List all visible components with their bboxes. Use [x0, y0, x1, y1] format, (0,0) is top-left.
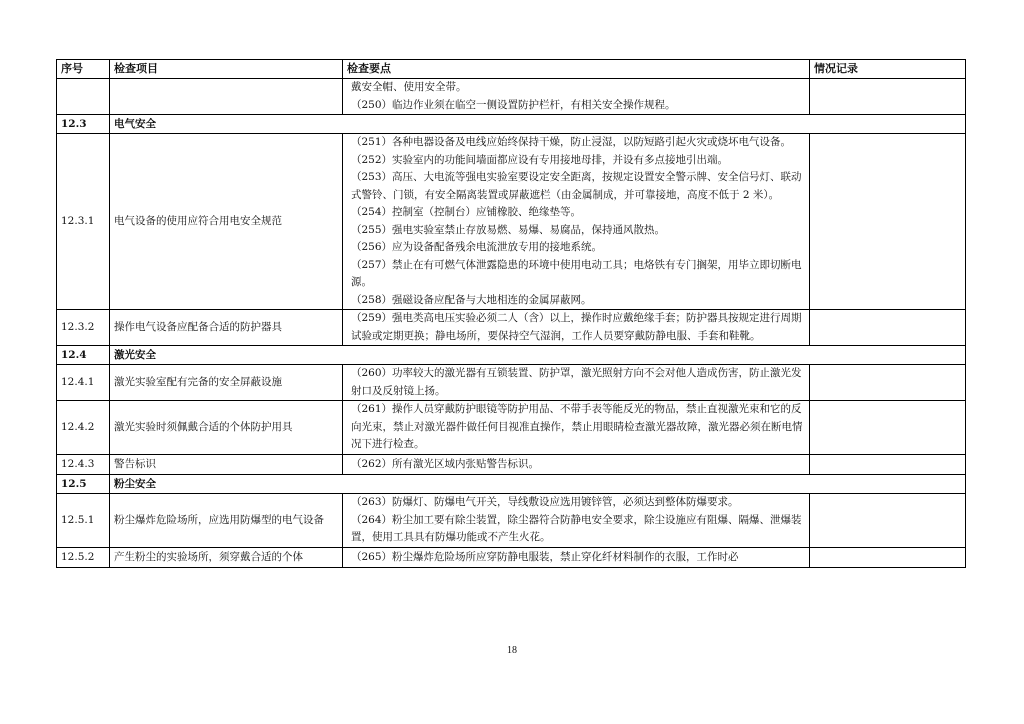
section-title: 粉尘安全 — [110, 475, 966, 494]
section-number: 12.5 — [57, 475, 110, 494]
check-item: 粉尘爆炸危险场所，应选用防爆型的电气设备 — [110, 494, 343, 548]
record-cell[interactable] — [810, 454, 966, 475]
inspection-table-page — [56, 59, 965, 568]
table-row — [57, 401, 966, 455]
check-points — [343, 547, 810, 568]
check-point-text: （256）应为设备配备残余电流泄放专用的接地系统。 — [351, 241, 603, 253]
check-point-text: （262）所有激光区域内张贴警告标识。 — [351, 457, 540, 470]
item-number: 12.4.2 — [57, 401, 110, 455]
check-item: 警告标识 — [110, 454, 343, 475]
check-point-text: （259）强电类高电压实验必须二人（含）以上，操作时应戴绝缘手套；防护器具按规定进行周期试验或定期更换；静电场所，要保持空气湿润，工作人员要穿戴防静电服、手套和鞋靴。 — [351, 312, 802, 342]
check-point-text: （258）强磁设备应配备与大地相连的金属屏蔽网。 — [351, 293, 592, 306]
record-cell[interactable] — [810, 547, 966, 568]
record-cell[interactable] — [810, 79, 966, 115]
check-point-text: （261）操作人员穿戴防护眼镜等防护用品、不带手表等能反光的物品，禁止直视激光束和它的反向光束，禁止对激光器件做任何目视准直操作，禁止用眼睛检查激光器故障，激光器必须在断电情况下进行检查。 — [351, 403, 803, 450]
check-point-text: 戴安全帽、使用安全带。 — [351, 81, 467, 93]
item-number — [57, 79, 110, 115]
item-number: 12.3.1 — [57, 134, 110, 310]
header-no: 序号 — [57, 60, 110, 79]
table-row — [57, 79, 966, 115]
record-cell[interactable] — [810, 365, 966, 401]
page-number: 18 — [507, 645, 517, 656]
check-point-text: （255）强电实验室禁止存放易燃、易爆、易腐品，保持通风散热。 — [351, 223, 666, 236]
header-record: 情况记录 — [810, 60, 966, 79]
check-point-text: （253）高压、大电流等强电实验室要设定安全距离，按规定设置安全警示牌、安全信号灯、联动式警铃、门锁，有安全隔离装置或屏蔽遮栏（由金属制成，并可靠接地，高度不低于 2 米）。 — [351, 171, 802, 201]
check-points — [343, 79, 810, 115]
table-row — [57, 494, 966, 548]
section-number: 12.4 — [57, 346, 110, 365]
section-row — [57, 346, 966, 365]
table-row — [57, 365, 966, 401]
check-point-text: （251）各种电器设备及电线应始终保持干燥，防止浸湿，以防短路引起火灾或烧坏电气设备。 — [351, 136, 792, 148]
check-item: 激光实验室配有完备的安全屏蔽设施 — [110, 365, 343, 401]
check-points — [343, 401, 810, 455]
check-point-text: （263）防爆灯、防爆电气开关，导线敷设应选用镀锌管，必须达到整体防爆要求。 — [351, 496, 739, 508]
check-points — [343, 365, 810, 401]
record-cell[interactable] — [810, 401, 966, 455]
check-point-text: （264）粉尘加工要有除尘装置，除尘器符合防静电安全要求，除尘设施应有阻爆、隔爆、泄爆装置，使用工具具有防爆功能或不产生火花。 — [351, 513, 802, 543]
section-title: 电气安全 — [110, 115, 966, 134]
check-point-text: （260）功率较大的激光器有互锁装置、防护罩，激光照射方向不会对他人造成伤害，防止激光发射口及反射镜上扬。 — [351, 367, 802, 397]
record-cell[interactable] — [810, 310, 966, 346]
check-points — [343, 134, 810, 310]
table-row — [57, 134, 966, 310]
check-item: 激光实验时须佩戴合适的个体防护用具 — [110, 401, 343, 455]
record-cell[interactable] — [810, 494, 966, 548]
table-row — [57, 454, 966, 475]
table-row — [57, 547, 966, 568]
table-row — [57, 310, 966, 346]
section-row — [57, 115, 966, 134]
check-points — [343, 310, 810, 346]
check-point-text: （265）粉尘爆炸危险场所应穿防静电服装，禁止穿化纤材料制作的衣服，工作时必 — [351, 550, 739, 563]
header-points: 检查要点 — [343, 60, 810, 79]
check-point-text: （252）实验室内的功能间墙面都应设有专用接地母排，并设有多点接地引出端。 — [351, 153, 729, 166]
check-item: 电气设备的使用应符合用电安全规范 — [110, 134, 343, 310]
inspection-checklist-table — [56, 59, 966, 568]
check-item: 操作电气设备应配备合适的防护器具 — [110, 310, 343, 346]
item-number: 12.4.1 — [57, 365, 110, 401]
check-points — [343, 494, 810, 548]
item-number: 12.5.2 — [57, 547, 110, 568]
check-item: 产生粉尘的实验场所，须穿戴合适的个体 — [110, 547, 343, 568]
item-number: 12.4.3 — [57, 454, 110, 475]
record-cell[interactable] — [810, 134, 966, 310]
section-number: 12.3 — [57, 115, 110, 134]
check-point-text: （250）临边作业须在临空一侧设置防护栏杆，有相关安全操作规程。 — [351, 98, 676, 111]
check-points — [343, 454, 810, 475]
check-point-text: （254）控制室（控制台）应铺橡胶、绝缘垫等。 — [351, 206, 582, 218]
section-row — [57, 475, 966, 494]
check-point-text: （257）禁止在有可燃气体泄露隐患的环境中使用电动工具；电烙铁有专门搁架，用毕立即切断电源。 — [351, 258, 802, 288]
section-title: 激光安全 — [110, 346, 966, 365]
table-header-row — [57, 60, 966, 79]
check-item — [110, 79, 343, 115]
item-number: 12.5.1 — [57, 494, 110, 548]
item-number: 12.3.2 — [57, 310, 110, 346]
header-item: 检查项目 — [110, 60, 343, 79]
